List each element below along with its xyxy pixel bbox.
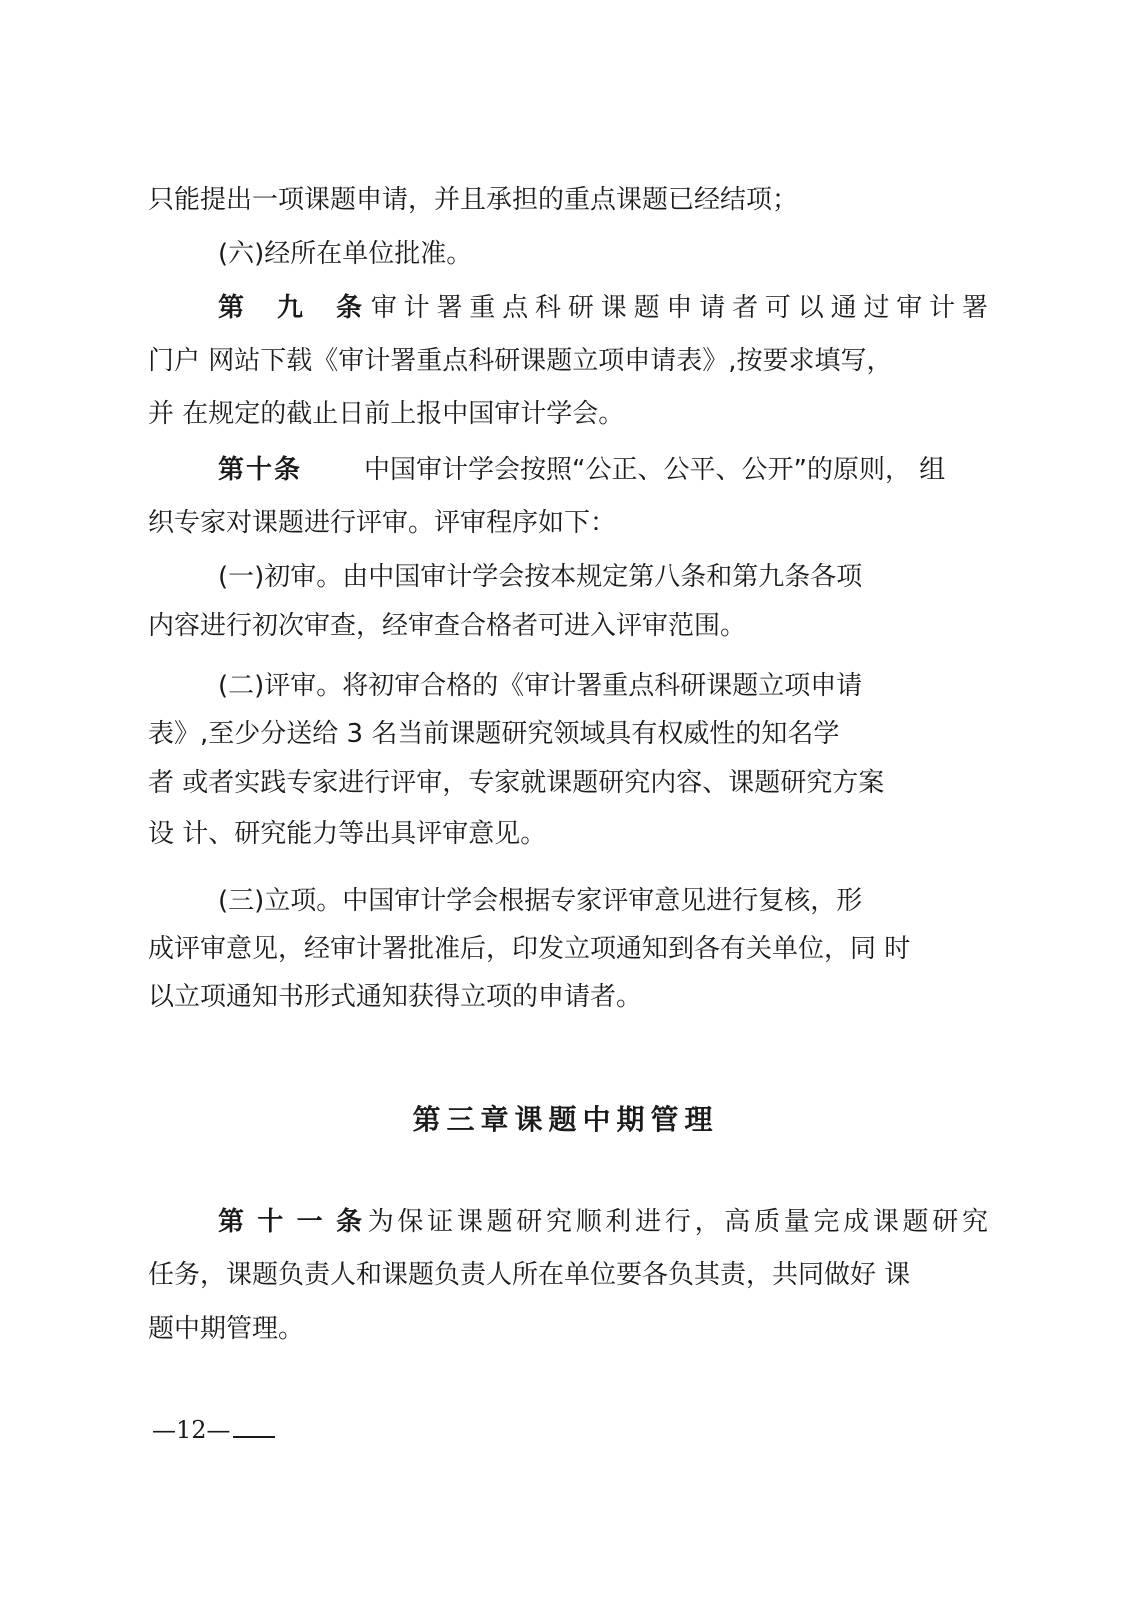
text-line: (六)经所在单位批准。 [218, 239, 473, 269]
text-line: (三)立项。中国审计学会根据专家评审意见进行复核，形 [218, 886, 863, 916]
article-10-title: 第十条 [218, 455, 303, 485]
article-10-text: 中国审计学会按照“公正、公平、公开”的原则， 组 [364, 455, 946, 485]
article-11-title: 第十一条 [218, 1207, 364, 1237]
text-line: 任务，课题负责人和课题负责人所在单位要各负其责，共同做好 课 [148, 1260, 911, 1290]
text-line: 成评审意见，经审计署批准后，印发立项通知到各有关单位，同 时 [148, 934, 911, 964]
text-line: 表》,至少分送给 3 名当前课题研究领域具有权威性的知名学 [148, 719, 840, 749]
page-number-text: —12— [152, 1416, 231, 1444]
text-line: (一)初审。由中国审计学会按本规定第八条和第九条各项 [218, 562, 863, 592]
article-9-title: 第九条 [218, 293, 364, 323]
article-11-line [218, 1202, 988, 1242]
text-line: 以立项通知书形式通知获得立项的申请者。 [148, 982, 643, 1012]
text-line: 织专家对课题进行评审。评审程序如下： [148, 508, 617, 538]
article-9-text: 审计署重点科研课题申请者可以通过审计署 [364, 293, 988, 323]
text-line: 题中期管理。 [148, 1314, 305, 1344]
article-9-line [218, 288, 988, 328]
chapter-heading: 第三章课题中期管理 [412, 1103, 719, 1136]
text-line: 门户 网站下载《审计署重点科研课题立项申请表》,按要求填写， [148, 346, 893, 376]
article-10-line [218, 450, 988, 490]
page-number-underline [233, 1414, 275, 1438]
text-line: 内容进行初次审查，经审查合格者可进入评审范围。 [148, 611, 747, 641]
text-line: (二)评审。将初审合格的《审计署重点科研课题立项申请 [218, 671, 863, 701]
article-11-text: 为保证课题研究顺利进行，高质量完成课题研究 [364, 1207, 988, 1237]
text-line: 只能提出一项课题申请，并且承担的重点课题已经结项； [148, 185, 799, 215]
text-line: 并 在规定的截止日前上报中国审计学会。 [148, 399, 625, 429]
text-line: 设 计、研究能力等出具评审意见。 [148, 819, 547, 849]
text-line: 者 或者实践专家进行评审，专家就课题研究内容、课题研究方案 [148, 768, 885, 798]
page-number [152, 1414, 275, 1445]
